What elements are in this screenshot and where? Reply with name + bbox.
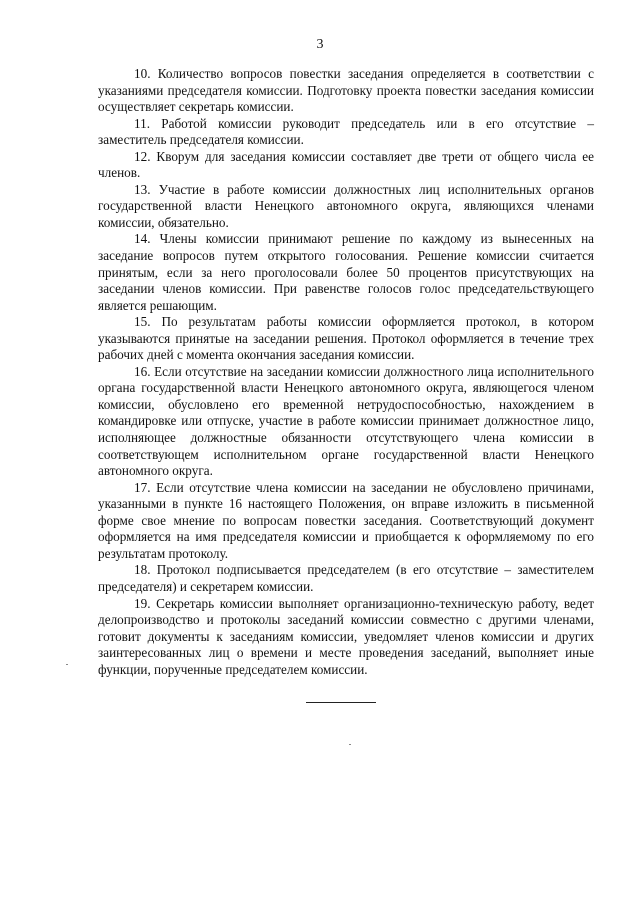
document-body [98, 66, 594, 678]
paragraph-16: 16. Если отсутствие на заседании комиссии должностного лица исполнительного органа государственной власти Ненецкого автономного округа, являющегося членом комиссии, обусловлено его временной нетрудоспособностью, нахождением в командировке или отпуске, участие в работе комиссии принимает должностное лицо, исполняющее должностные обязанности отсутствующего члена комиссии в соответствующем исполнительном органе государственной власти Ненецкого автономного округа. [98, 363, 594, 479]
end-of-document-rule [306, 702, 376, 703]
paragraph-17: 17. Если отсутствие члена комиссии на заседании не обусловлено причинами, указанными в пункте 16 настоящего Положения, он вправе изложить в письменной форме свое мнение по вопросам повестки заседания. Соответствующий документ оформляется на имя председателя комиссии и приобщается к оформляемому по его результатам протоколу. [98, 479, 594, 561]
paragraph-15: 15. По результатам работы комиссии оформляется протокол, в котором указываются принятые на заседании решения. Протокол оформляется в течение трех рабочих дней с момента окончания заседания комиссии. [98, 314, 594, 363]
paragraph-12: 12. Кворум для заседания комиссии составляет две трети от общего числа ее членов. [98, 148, 594, 181]
paragraph-10: 10. Количество вопросов повестки заседания определяется в соответствии с указаниями председателя комиссии. Подготовку проекта повестки заседания комиссии осуществляет секретарь комиссии. [98, 66, 594, 115]
paragraph-13: 13. Участие в работе комиссии должностных лиц исполнительных органов государственной власти Ненецкого автономного округа, являющихся членами комиссии, обязательно. [98, 181, 594, 230]
paragraph-11: 11. Работой комиссии руководит председатель или в его отсутствие – заместитель председателя комиссии. [98, 115, 594, 148]
paragraph-14: 14. Члены комиссии принимают решение по каждому из вынесенных на заседание вопросов путем открытого голосования. Решение комиссии считается принятым, если за него проголосовали более 50 процентов присутствующих на заседании членов комиссии. При равенстве голосов голос председательствующего является решающим. [98, 231, 594, 313]
scan-speck [349, 744, 351, 745]
scan-speck [66, 664, 68, 665]
paragraph-18: 18. Протокол подписывается председателем (в его отсутствие – заместителем председателя) и секретарем комиссии. [98, 562, 594, 594]
paragraph-19: 19. Секретарь комиссии выполняет организационно-техническую работу, ведет делопроизводство и протоколы заседаний комиссии совместно с другими членами, готовит документы к заседаниям комиссии, уведомляет членов комиссии и других заинтересованных лиц о времени и месте проведения заседаний, выполняет иные функции, порученные председателем комиссии. [98, 595, 594, 677]
page-number: 3 [316, 37, 324, 52]
